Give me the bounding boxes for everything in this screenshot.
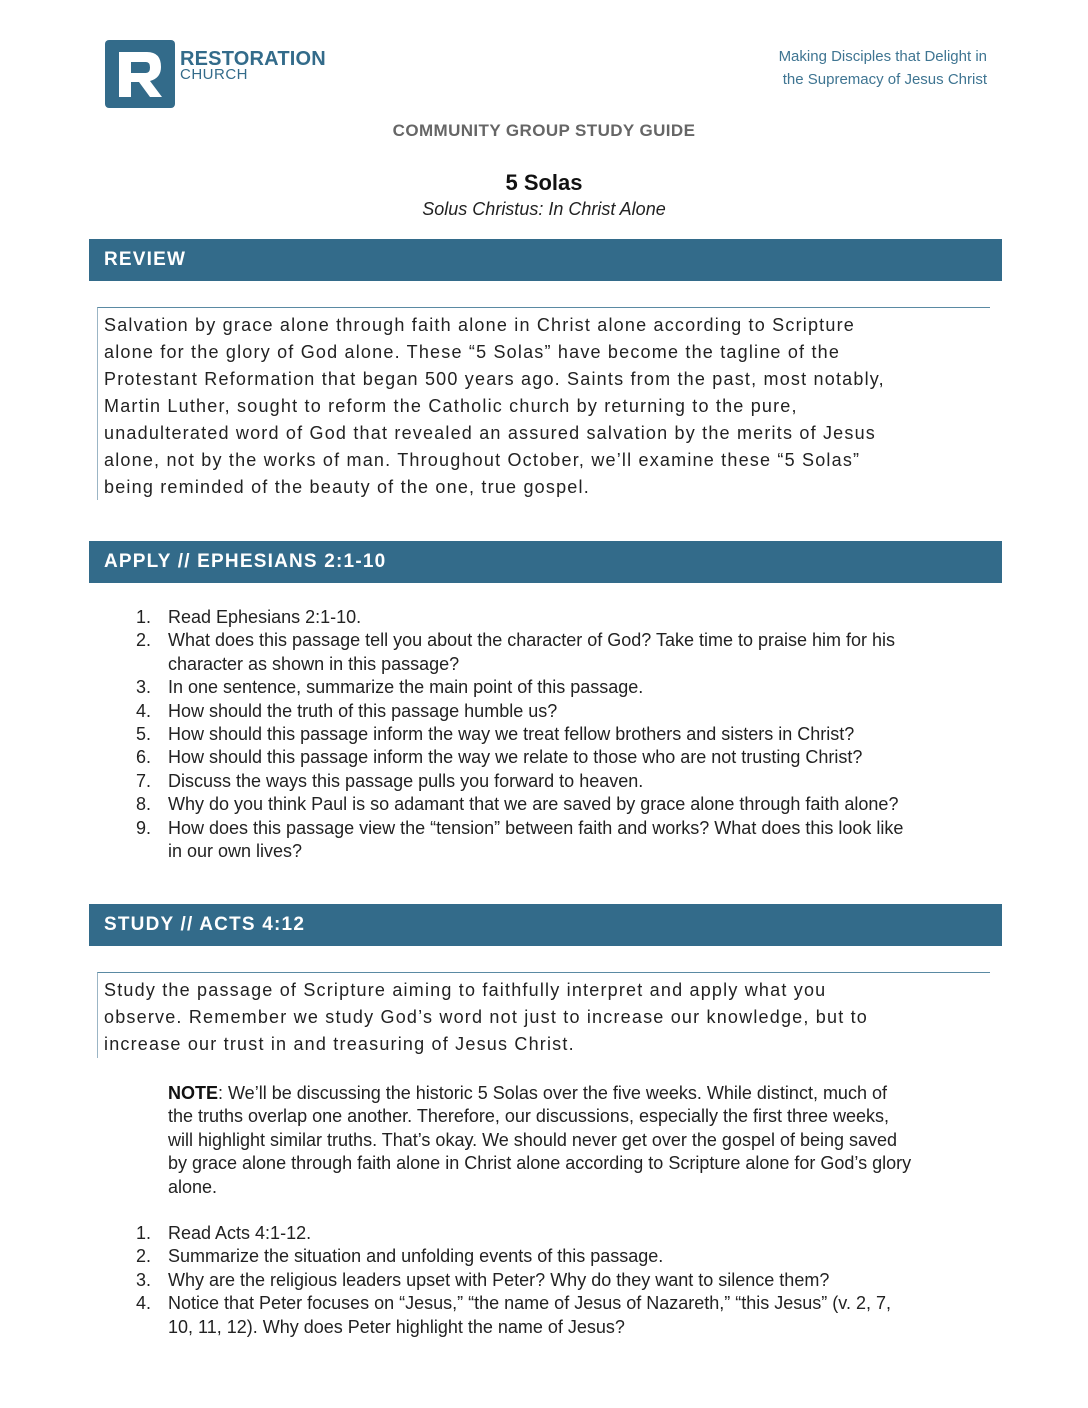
list-item xyxy=(136,793,988,816)
item-line: Discuss the ways this passage pulls you forward to heaven. xyxy=(168,770,644,791)
item-number: 8. xyxy=(136,794,152,815)
item-number: 4. xyxy=(136,1293,152,1314)
list-item xyxy=(136,606,988,629)
review-line: Protestant Reformation that began 500 years ago. Saints from the past, most notably, xyxy=(104,369,885,389)
review-text xyxy=(97,307,990,500)
item-line: Notice that Peter focuses on “Jesus,” “the name of Jesus of Nazareth,” “this Jesus” (v. 2, 7, xyxy=(168,1293,891,1314)
review-line: unadulterated word of God that revealed an assured salvation by the merits of Jesus xyxy=(104,423,876,443)
item-line: Summarize the situation and unfolding events of this passage. xyxy=(168,1246,664,1267)
note-line: will highlight similar truths. That’s okay. We should never get over the gospel of being saved xyxy=(168,1129,898,1150)
tagline xyxy=(779,45,987,91)
tagline-line: the Supremacy of Jesus Christ xyxy=(782,71,987,88)
item-line: In one sentence, summarize the main point of this passage. xyxy=(168,677,644,698)
note-line xyxy=(168,1082,990,1105)
item-number: 1. xyxy=(136,1223,152,1243)
item-line: 10, 11, 12). Why does Peter highlight the name of Jesus? xyxy=(168,1316,625,1337)
study-text xyxy=(97,972,990,1058)
item-line: Read Ephesians 2:1-10. xyxy=(168,607,362,627)
item-line: character as shown in this passage? xyxy=(168,653,460,674)
apply-question-list xyxy=(136,606,988,863)
item-number: 7. xyxy=(136,770,152,791)
item-number: 3. xyxy=(136,677,152,698)
study-note xyxy=(168,1082,990,1199)
list-item xyxy=(136,1292,988,1339)
brand-name: RESTORATION xyxy=(180,48,326,70)
item-number: 4. xyxy=(136,700,152,721)
note-label: NOTE xyxy=(168,1083,219,1103)
item-line: How should this passage inform the way we relate to those who are not trusting Christ? xyxy=(168,747,863,768)
list-item xyxy=(136,1222,988,1245)
review-line: being reminded of the beauty of the one, true gospel. xyxy=(104,477,590,497)
church-logo xyxy=(105,40,175,108)
note-line: the truths overlap one another. Therefore, our discussions, especially the first three weeks, xyxy=(168,1106,890,1127)
review-heading: REVIEW xyxy=(89,239,1002,281)
item-number: 3. xyxy=(136,1269,152,1290)
brand-subname: CHURCH xyxy=(180,66,248,83)
list-item xyxy=(136,1245,988,1268)
item-line: Why are the religious leaders upset with Peter? Why do they want to silence them? xyxy=(168,1269,830,1290)
note-text: : We’ll be discussing the historic 5 Solas over the five weeks. While distinct, much of xyxy=(218,1083,887,1103)
study-line: observe. Remember we study God’s word not just to increase our knowledge, but to xyxy=(104,1007,869,1027)
study-line: increase our trust in and treasuring of Jesus Christ. xyxy=(104,1034,575,1054)
list-item xyxy=(136,817,988,864)
item-line: Read Acts 4:1-12. xyxy=(168,1223,312,1243)
tagline-line: Making Disciples that Delight in xyxy=(778,48,987,65)
note-line: by grace alone through faith alone in Christ alone according to Scripture alone for God’s glory xyxy=(168,1153,912,1174)
study-question-list xyxy=(136,1222,988,1339)
study-line: Study the passage of Scripture aiming to faithfully interpret and apply what you xyxy=(104,980,827,1000)
review-line: Martin Luther, sought to reform the Catholic church by returning to the pure, xyxy=(104,396,798,416)
list-item xyxy=(136,723,988,746)
item-line: in our own lives? xyxy=(168,841,303,862)
item-number: 9. xyxy=(136,817,152,838)
page-title: 5 Solas xyxy=(505,170,583,195)
apply-heading: APPLY // EPHESIANS 2:1-10 xyxy=(89,541,1002,583)
review-line: Salvation by grace alone through faith alone in Christ alone according to Scripture xyxy=(104,315,855,335)
study-heading: STUDY // ACTS 4:12 xyxy=(89,904,1002,946)
list-item xyxy=(136,700,988,723)
item-line: Why do you think Paul is so adamant that we are saved by grace alone through faith alone? xyxy=(168,794,899,815)
item-line: What does this passage tell you about the character of God? Take time to praise him for his xyxy=(168,630,896,651)
item-number: 2. xyxy=(136,630,152,651)
list-item xyxy=(136,1269,988,1292)
list-item xyxy=(136,746,988,769)
item-number: 2. xyxy=(136,1246,152,1267)
item-line: How should this passage inform the way we treat fellow brothers and sisters in Christ? xyxy=(168,724,855,745)
item-number: 1. xyxy=(136,607,152,627)
list-item xyxy=(136,676,988,699)
review-line: alone for the glory of God alone. These “5 Solas” have become the tagline of the xyxy=(104,342,841,362)
note-line: alone. xyxy=(168,1176,218,1197)
item-line: How should the truth of this passage humble us? xyxy=(168,700,558,721)
item-line: How does this passage view the “tension” between faith and works? What does this look like xyxy=(168,817,904,838)
list-item xyxy=(136,629,988,676)
list-item xyxy=(136,770,988,793)
item-number: 6. xyxy=(136,747,152,768)
guide-title: COMMUNITY GROUP STUDY GUIDE xyxy=(392,121,696,140)
item-number: 5. xyxy=(136,724,152,745)
review-line: alone, not by the works of man. Throughout October, we’ll examine these “5 Solas” xyxy=(104,450,861,470)
page-subtitle: Solus Christus: In Christ Alone xyxy=(422,199,666,219)
